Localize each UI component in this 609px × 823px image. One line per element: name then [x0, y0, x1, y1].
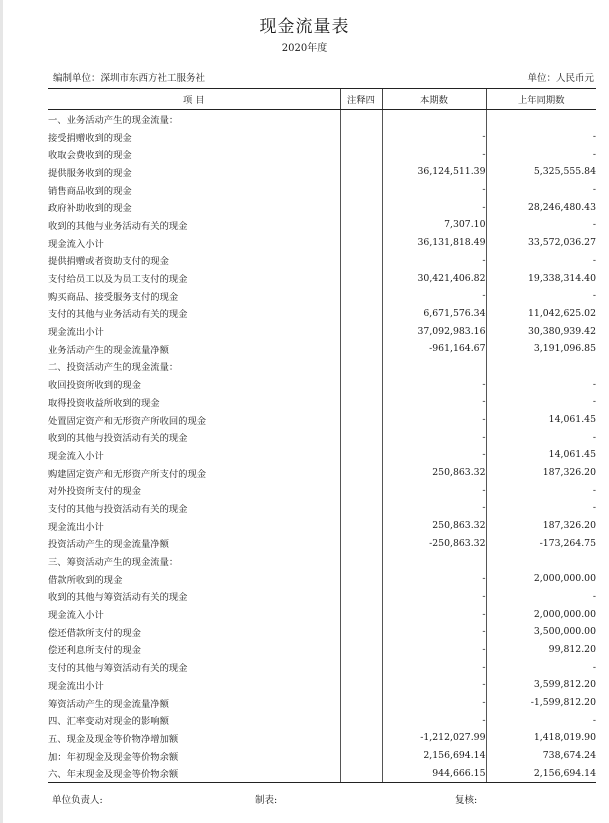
row-previous-value: 14,061.45 — [486, 411, 596, 429]
row-previous-value: 3,599,812.20 — [486, 676, 596, 694]
row-label: 收回投资所收到的现金 — [48, 380, 141, 392]
row-current-value: - — [382, 252, 486, 270]
row-note — [340, 198, 382, 216]
row-previous-value: 738,674.24 — [486, 747, 596, 765]
row-label: 对外投资所支付的现金 — [48, 486, 141, 498]
row-current-value: - — [382, 428, 486, 446]
row-note — [340, 605, 382, 623]
row-current-value: - — [382, 128, 486, 146]
row-current-value: - — [382, 393, 486, 411]
row-label: 现金流出小计 — [48, 680, 104, 692]
row-previous-value: 99,812.20 — [486, 641, 596, 659]
row-current-value: - — [382, 588, 486, 606]
row-current-value: - — [382, 287, 486, 305]
table-row — [48, 305, 596, 323]
footer-preparer: 制表: — [255, 795, 278, 806]
row-current-value: - — [382, 694, 486, 712]
row-label: 收取会费收到的现金 — [48, 150, 132, 162]
row-previous-value: 1,418,019.90 — [486, 729, 596, 747]
table-row — [48, 570, 596, 588]
row-note — [340, 658, 382, 676]
row-previous-value: - — [486, 252, 596, 270]
table-header-row — [48, 89, 596, 110]
row-label: 现金流出小计 — [48, 521, 104, 533]
row-note — [340, 216, 382, 234]
row-note — [340, 305, 382, 323]
row-previous-value: - — [486, 287, 596, 305]
row-previous-value: - — [486, 481, 596, 499]
row-previous-value: - — [486, 428, 596, 446]
table-row — [48, 552, 596, 570]
row-note — [340, 428, 382, 446]
row-current-value: - — [382, 375, 486, 393]
col-header-item: 项 目 — [48, 89, 340, 110]
table-row — [48, 641, 596, 659]
row-label: 处置固定资产和无形资产所收回的现金 — [48, 415, 207, 427]
row-current-value: - — [382, 499, 486, 517]
table-row — [48, 181, 596, 199]
row-label: 业务活动产生的现金流量净额 — [48, 344, 169, 356]
table-row — [48, 163, 596, 181]
currency-unit: 单位：人民币元 — [527, 73, 594, 84]
row-label: 政府补助收到的现金 — [48, 203, 132, 215]
table-row — [48, 110, 596, 128]
table-row — [48, 764, 596, 782]
table-row — [48, 375, 596, 393]
col-header-note: 注释四 — [340, 89, 382, 110]
row-label: 收到的其他与筹资活动有关的现金 — [48, 592, 188, 604]
row-previous-value: 19,338,314.40 — [486, 269, 596, 287]
table-row — [48, 481, 596, 499]
row-current-value: 944,666.15 — [382, 764, 486, 782]
row-previous-value: - — [486, 711, 596, 729]
row-current-value: 30,421,406.82 — [382, 269, 486, 287]
row-label: 取得投资收益所收到的现金 — [48, 397, 160, 409]
row-current-value: - — [382, 198, 486, 216]
row-note — [340, 464, 382, 482]
table-row — [48, 234, 596, 252]
row-previous-value: 2,000,000.00 — [486, 570, 596, 588]
document-title: 现金流量表 — [259, 17, 350, 37]
table-row — [48, 287, 596, 305]
row-note — [340, 641, 382, 659]
row-current-value: -961,164.67 — [382, 340, 486, 358]
col-header-previous: 上年同期数 — [486, 89, 596, 110]
table-row — [48, 393, 596, 411]
table-row — [48, 428, 596, 446]
row-label: 现金流入小计 — [48, 610, 104, 622]
row-previous-value: - — [486, 375, 596, 393]
row-current-value — [382, 552, 486, 570]
row-current-value: 2,156,694.14 — [382, 747, 486, 765]
row-previous-value: 30,380,939.42 — [486, 322, 596, 340]
row-label: 借款所收到的现金 — [48, 574, 123, 586]
row-note — [340, 252, 382, 270]
row-note — [340, 322, 382, 340]
row-current-value: - — [382, 481, 486, 499]
table-row — [48, 658, 596, 676]
row-label: 现金流入小计 — [48, 450, 104, 462]
row-label: 投资活动产生的现金流量净额 — [48, 539, 169, 551]
row-current-value — [382, 110, 486, 128]
row-label: 五、现金及现金等价物净增加额 — [48, 733, 179, 745]
table-row — [48, 464, 596, 482]
table-row — [48, 322, 596, 340]
row-previous-value — [486, 552, 596, 570]
row-previous-value: 3,191,096.85 — [486, 340, 596, 358]
row-current-value: - — [382, 711, 486, 729]
row-current-value: 6,671,576.34 — [382, 305, 486, 323]
row-previous-value: 187,326.20 — [486, 517, 596, 535]
table-row — [48, 411, 596, 429]
row-note — [340, 499, 382, 517]
row-current-value: - — [382, 676, 486, 694]
row-label: 现金流入小计 — [48, 238, 104, 250]
row-note — [340, 481, 382, 499]
row-previous-value: - — [486, 181, 596, 199]
row-note — [340, 552, 382, 570]
row-previous-value — [486, 110, 596, 128]
table-row — [48, 676, 596, 694]
row-label: 购买商品、接受服务支付的现金 — [48, 291, 179, 303]
row-label: 偿还利息所支付的现金 — [48, 645, 141, 657]
row-current-value: -1,212,027.99 — [382, 729, 486, 747]
row-note — [340, 110, 382, 128]
table-row — [48, 128, 596, 146]
row-note — [340, 623, 382, 641]
row-label: 支付的其他与业务活动有关的现金 — [48, 309, 188, 321]
row-previous-value: 3,500,000.00 — [486, 623, 596, 641]
table-row — [48, 711, 596, 729]
row-label: 提供服务收到的现金 — [48, 167, 132, 179]
col-header-current: 本期数 — [382, 89, 486, 110]
row-previous-value: 2,156,694.14 — [486, 764, 596, 782]
row-previous-value: 28,246,480.43 — [486, 198, 596, 216]
row-note — [340, 517, 382, 535]
row-previous-value: - — [486, 128, 596, 146]
table-row — [48, 358, 596, 376]
row-label: 现金流出小计 — [48, 327, 104, 339]
footer-reviewer: 复核: — [455, 795, 478, 806]
row-previous-value: 11,042,625.02 — [486, 305, 596, 323]
row-previous-value: - — [486, 588, 596, 606]
row-previous-value: -1,599,812.20 — [486, 694, 596, 712]
row-note — [340, 287, 382, 305]
row-note — [340, 181, 382, 199]
row-label: 支付的其他与投资活动有关的现金 — [48, 503, 188, 515]
row-current-value: 36,124,511.39 — [382, 163, 486, 181]
fiscal-year: 2020年度 — [281, 43, 328, 54]
table-row — [48, 340, 596, 358]
row-previous-value: 14,061.45 — [486, 446, 596, 464]
table-row — [48, 588, 596, 606]
row-label: 偿还借款所支付的现金 — [48, 627, 141, 639]
cash-flow-table — [48, 88, 596, 783]
table-row — [48, 517, 596, 535]
row-label: 收到的其他与业务活动有关的现金 — [48, 220, 188, 232]
row-label: 接受捐赠收到的现金 — [48, 132, 132, 144]
row-label: 购建固定资产和无形资产所支付的现金 — [48, 468, 207, 480]
table-row — [48, 446, 596, 464]
row-previous-value: 2,000,000.00 — [486, 605, 596, 623]
row-note — [340, 570, 382, 588]
row-note — [340, 411, 382, 429]
row-previous-value: - — [486, 145, 596, 163]
row-label: 二、投资活动产生的现金流量： — [48, 362, 179, 374]
row-note — [340, 340, 382, 358]
row-current-value: - — [382, 411, 486, 429]
preparing-unit-name: 深圳市东西方社工服务社 — [100, 73, 206, 84]
table-row — [48, 605, 596, 623]
row-previous-value: - — [486, 216, 596, 234]
row-current-value: 250,863.32 — [382, 464, 486, 482]
row-note — [340, 269, 382, 287]
row-current-value: 36,131,818.49 — [382, 234, 486, 252]
table-row — [48, 216, 596, 234]
row-current-value — [382, 358, 486, 376]
row-label: 提供捐赠或者资助支付的现金 — [48, 256, 169, 268]
row-label: 四、汇率变动对现金的影响额 — [48, 716, 169, 728]
table-row — [48, 623, 596, 641]
row-label: 支付的其他与筹资活动有关的现金 — [48, 663, 188, 675]
row-current-value: - — [382, 658, 486, 676]
row-note — [340, 145, 382, 163]
row-note — [340, 747, 382, 765]
row-previous-value: 33,572,036.27 — [486, 234, 596, 252]
row-current-value: - — [382, 605, 486, 623]
preparing-unit — [53, 70, 205, 84]
row-note — [340, 694, 382, 712]
table-row — [48, 729, 596, 747]
row-note — [340, 446, 382, 464]
row-label: 筹资活动产生的现金流量净额 — [48, 698, 169, 710]
row-note — [340, 535, 382, 553]
row-current-value: - — [382, 623, 486, 641]
row-current-value: - — [382, 446, 486, 464]
row-current-value: - — [382, 570, 486, 588]
row-note — [340, 234, 382, 252]
row-label: 支付给员工以及为员工支付的现金 — [48, 274, 188, 286]
row-current-value: - — [382, 145, 486, 163]
table-row — [48, 499, 596, 517]
table-row — [48, 747, 596, 765]
row-note — [340, 711, 382, 729]
row-current-value: -250,863.32 — [382, 535, 486, 553]
row-previous-value: - — [486, 499, 596, 517]
footer-principal: 单位负责人: — [52, 795, 103, 806]
scan-edge — [0, 0, 3, 823]
row-previous-value: 187,326.20 — [486, 464, 596, 482]
table-row — [48, 694, 596, 712]
table-row — [48, 252, 596, 270]
row-note — [340, 729, 382, 747]
row-label: 收到的其他与投资活动有关的现金 — [48, 433, 188, 445]
table-row — [48, 269, 596, 287]
row-note — [340, 588, 382, 606]
row-previous-value: - — [486, 393, 596, 411]
row-previous-value — [486, 358, 596, 376]
row-previous-value: - — [486, 658, 596, 676]
table-row — [48, 198, 596, 216]
row-note — [340, 375, 382, 393]
row-label: 三、筹资活动产生的现金流量： — [48, 557, 179, 569]
row-note — [340, 358, 382, 376]
row-note — [340, 764, 382, 782]
preparing-unit-label: 编制单位： — [53, 73, 101, 84]
row-current-value: - — [382, 641, 486, 659]
row-label: 六、年末现金及现金等价物余额 — [48, 764, 340, 782]
row-label: 销售商品收到的现金 — [48, 185, 132, 197]
row-note — [340, 676, 382, 694]
row-label: 加：年初现金及现金等价物余额 — [48, 751, 179, 763]
table-row — [48, 145, 596, 163]
row-current-value: - — [382, 181, 486, 199]
row-note — [340, 393, 382, 411]
row-current-value: 250,863.32 — [382, 517, 486, 535]
row-note — [340, 128, 382, 146]
row-note — [340, 163, 382, 181]
row-current-value: 7,307.10 — [382, 216, 486, 234]
row-previous-value: -173,264.75 — [486, 535, 596, 553]
row-previous-value: 5,325,555.84 — [486, 163, 596, 181]
row-current-value: 37,092,983.16 — [382, 322, 486, 340]
row-label: 一、业务活动产生的现金流量： — [48, 114, 179, 126]
table-row — [48, 535, 596, 553]
